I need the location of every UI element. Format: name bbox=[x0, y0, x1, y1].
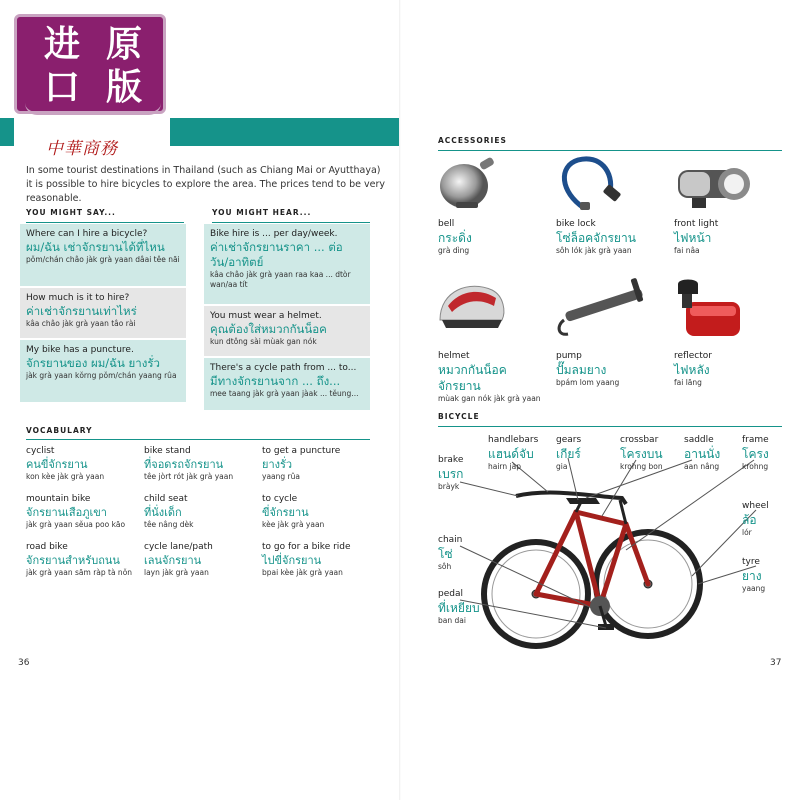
label-english: brake bbox=[438, 455, 464, 465]
vocab-item bbox=[262, 494, 374, 542]
label-thai: แฮนด์จับ bbox=[488, 447, 534, 461]
phrase-english: You must wear a helmet. bbox=[210, 311, 322, 321]
label-english: tyre bbox=[742, 557, 760, 567]
label-thai: โซ่ bbox=[438, 547, 453, 561]
vocab-thai: ที่นั่งเด็ก bbox=[144, 506, 182, 519]
label-english: frame bbox=[742, 435, 769, 445]
vocab-item bbox=[26, 494, 138, 542]
bicycle-label bbox=[742, 500, 769, 538]
accessory-english: pump bbox=[556, 351, 582, 361]
bike-frame bbox=[536, 512, 648, 606]
accessory-english: reflector bbox=[674, 351, 712, 361]
accessory-english: front light bbox=[674, 219, 719, 229]
label-transliteration: gia bbox=[556, 462, 568, 471]
phrase-box bbox=[20, 340, 186, 402]
bicycle-label bbox=[438, 588, 480, 626]
phrase-thai: ค่าเช่าจักรยานราคา ... ต่อ วัน/อาทิตย์ bbox=[210, 240, 343, 269]
vocab-thai: ขี่จักรยาน bbox=[262, 506, 309, 519]
accessory-english: bike lock bbox=[556, 219, 596, 229]
divider bbox=[438, 150, 782, 151]
accessory-english: helmet bbox=[438, 351, 470, 361]
pump-icon bbox=[554, 276, 658, 340]
phrase-transliteration: kâa châo jàk grà yaan raa kaa ... dtòr wan/aa tít bbox=[210, 270, 351, 289]
phrase-thai: ค่าเช่าจักรยานเท่าไหร่ bbox=[26, 304, 137, 318]
vocab-transliteration: kèe jàk grà yaan bbox=[262, 520, 325, 529]
page-number-right: 37 bbox=[770, 658, 782, 668]
accessory-item bbox=[556, 218, 666, 256]
vocab-english: child seat bbox=[144, 494, 188, 504]
header-band bbox=[170, 118, 400, 146]
vocab-item bbox=[144, 446, 256, 494]
vocab-transliteration: jàk grà yaan sĕua poo kăo bbox=[26, 520, 126, 529]
vocab-english: cycle lane/path bbox=[144, 542, 213, 552]
vocab-item bbox=[26, 542, 138, 578]
badge-char: 口 bbox=[43, 66, 80, 108]
vocab-thai: คนขี่จักรยาน bbox=[26, 458, 88, 471]
label-transliteration: sôh bbox=[438, 562, 452, 571]
bicycle-label bbox=[684, 434, 720, 472]
accessory-transliteration: bpám lom yaang bbox=[556, 378, 620, 387]
label-english: gears bbox=[556, 435, 582, 445]
phrase-box bbox=[20, 288, 186, 338]
vocab-item bbox=[144, 494, 256, 542]
accessory-item bbox=[438, 350, 548, 404]
accessory-item bbox=[674, 218, 784, 256]
vocab-english: to go for a bike ride bbox=[262, 542, 351, 552]
vocab-transliteration: kon kèe jàk grà yaan bbox=[26, 472, 105, 481]
accessory-transliteration: fai nâa bbox=[674, 246, 700, 255]
label-english: crossbar bbox=[620, 435, 659, 445]
label-english: chain bbox=[438, 535, 463, 545]
badge-char: 进 bbox=[43, 23, 80, 65]
might-hear-heading: YOU MIGHT HEAR... bbox=[212, 208, 312, 217]
label-transliteration: aan nâng bbox=[684, 462, 720, 471]
phrase-english: There's a cycle path from ... to... bbox=[210, 363, 357, 373]
bike-lock-icon bbox=[554, 152, 630, 214]
label-transliteration: krohng bon bbox=[620, 462, 663, 471]
label-thai: ที่เหยียบ bbox=[438, 601, 480, 615]
vocab-item bbox=[262, 446, 374, 494]
reflector-icon bbox=[672, 276, 748, 344]
phrase-box bbox=[204, 306, 370, 356]
vocab-transliteration: têe jòrt rót jàk grà yaan bbox=[144, 472, 234, 481]
bicycle-label bbox=[742, 434, 769, 472]
vocab-column bbox=[26, 446, 138, 578]
label-english: saddle bbox=[684, 435, 714, 445]
phrase-transliteration: pŏm/chán châo jàk grà yaan dâai têe năi bbox=[26, 255, 180, 264]
accessory-thai: กระดิ่ง bbox=[438, 231, 472, 245]
vocab-thai: เลนจักรยาน bbox=[144, 554, 202, 567]
vocab-column bbox=[262, 446, 374, 578]
vocab-transliteration: layn jàk grà yaan bbox=[144, 568, 209, 577]
import-edition-badge bbox=[14, 14, 166, 114]
label-thai: ยาง bbox=[742, 569, 762, 583]
accessories-heading: ACCESSORIES bbox=[438, 136, 507, 145]
label-english: pedal bbox=[438, 589, 463, 599]
bicycle-label bbox=[438, 534, 462, 572]
vocab-item bbox=[26, 446, 138, 494]
accessory-thai: ไฟหน้า bbox=[674, 231, 712, 245]
front-light-icon bbox=[672, 152, 752, 216]
vocab-transliteration: têe nâng dèk bbox=[144, 520, 194, 529]
label-english: handlebars bbox=[488, 435, 539, 445]
label-thai: ล้อ bbox=[742, 513, 757, 527]
saddle-shape bbox=[566, 498, 600, 504]
accessory-transliteration: mùak gan nók jàk grà yaan bbox=[438, 394, 541, 403]
vocab-thai: จักรยานสำหรับถนน bbox=[26, 554, 120, 567]
vocab-english: mountain bike bbox=[26, 494, 91, 504]
phrase-english: My bike has a puncture. bbox=[26, 345, 134, 355]
divider bbox=[26, 439, 370, 440]
phrase-english: How much is it to hire? bbox=[26, 293, 130, 303]
phrase-english: Where can I hire a bicycle? bbox=[26, 229, 148, 239]
label-transliteration: yaang bbox=[742, 584, 766, 593]
vocab-transliteration: jàk grà yaan săm ràp tà nŏn bbox=[26, 568, 133, 577]
phrase-box bbox=[204, 224, 370, 304]
phrase-english: Bike hire is ... per day/week. bbox=[210, 229, 338, 239]
label-transliteration: krohng bbox=[742, 462, 769, 471]
phrase-transliteration: kun dtông sài mùak gan nók bbox=[210, 337, 317, 346]
might-hear-section bbox=[212, 208, 370, 223]
phrase-transliteration: jàk grà yaan kŏrng pŏm/chán yaang rûa bbox=[26, 371, 177, 380]
label-thai: เกียร์ bbox=[556, 447, 581, 461]
vocab-english: cyclist bbox=[26, 446, 55, 456]
vocab-item bbox=[262, 542, 374, 578]
label-transliteration: hairn jàp bbox=[488, 462, 521, 471]
page-number-left: 36 bbox=[18, 658, 30, 668]
accessory-item bbox=[438, 218, 548, 256]
phrase-box bbox=[204, 358, 370, 410]
label-thai: โครง bbox=[742, 447, 769, 461]
phrase-thai: มีทางจักรยานจาก ... ถึง... bbox=[210, 374, 341, 388]
book-icon bbox=[25, 103, 161, 115]
vocab-transliteration: bpai kèe jàk grà yaan bbox=[262, 568, 343, 577]
vocab-english: to cycle bbox=[262, 494, 298, 504]
might-say-section bbox=[26, 208, 184, 223]
bicycle-label bbox=[488, 434, 538, 472]
accessory-thai: ไฟหลัง bbox=[674, 363, 710, 377]
helmet-icon bbox=[434, 276, 508, 340]
vocab-thai: จักรยานเสือภูเขา bbox=[26, 506, 107, 519]
vocabulary-section bbox=[26, 426, 370, 440]
label-thai: โครงบน bbox=[620, 447, 663, 461]
phrase-thai: จักรยานของ ผม/ฉัน ยางรั่ว bbox=[26, 356, 160, 370]
vocab-english: bike stand bbox=[144, 446, 191, 456]
phrase-transliteration: kâa châo jàk grà yaan tâo rài bbox=[26, 319, 136, 328]
accessory-item bbox=[674, 350, 784, 388]
bicycle-label bbox=[620, 434, 663, 472]
bicycle-heading: BICYCLE bbox=[438, 412, 480, 421]
label-transliteration: bràyk bbox=[438, 482, 460, 491]
bicycle-label bbox=[742, 556, 765, 594]
accessory-thai: ปั๊มลมยาง bbox=[556, 363, 607, 377]
vocab-transliteration: yaang rûa bbox=[262, 472, 300, 481]
vocab-item bbox=[144, 542, 256, 578]
publisher-logo: 中華商務 bbox=[46, 139, 118, 159]
phrase-thai: คุณต้องใส่หมวกกันน็อค bbox=[210, 322, 327, 336]
accessory-transliteration: sôh lók jàk grà yaan bbox=[556, 246, 632, 255]
badge-char: 版 bbox=[105, 66, 142, 108]
accessory-item bbox=[556, 350, 666, 388]
might-say-heading: YOU MIGHT SAY... bbox=[26, 208, 116, 217]
vocab-english: to get a puncture bbox=[262, 446, 341, 456]
label-thai: อานนั่ง bbox=[684, 447, 721, 461]
accessory-thai: หมวกกันน็อคจักรยาน bbox=[438, 363, 507, 393]
phrase-box bbox=[20, 224, 186, 286]
bicycle-label bbox=[438, 454, 463, 492]
accessory-transliteration: fai lăng bbox=[674, 378, 702, 387]
phrase-transliteration: mee taang jàk grà yaan jàak ... tĕung... bbox=[210, 389, 359, 398]
header-band-left bbox=[0, 118, 14, 146]
label-english: wheel bbox=[742, 501, 769, 511]
badge-char: 原 bbox=[105, 23, 142, 65]
vocabulary-heading: VOCABULARY bbox=[26, 426, 93, 435]
divider bbox=[26, 222, 184, 223]
vocab-thai: ที่จอดรถจักรยาน bbox=[144, 458, 224, 471]
label-transliteration: lór bbox=[742, 528, 752, 537]
accessory-transliteration: grà dìng bbox=[438, 246, 470, 255]
accessory-thai: โซ่ล็อคจักรยาน bbox=[556, 231, 636, 245]
accessory-english: bell bbox=[438, 219, 455, 229]
label-transliteration: ban dai bbox=[438, 616, 466, 625]
label-thai: เบรก bbox=[438, 467, 464, 481]
phrase-thai: ผม/ฉัน เช่าจักรยานได้ที่ไหน bbox=[26, 240, 165, 254]
bicycle-label bbox=[556, 434, 581, 472]
vocab-thai: ยางรั่ว bbox=[262, 458, 293, 471]
vocab-english: road bike bbox=[26, 542, 68, 552]
bell-icon bbox=[436, 152, 502, 212]
intro-paragraph: In some tourist destinations in Thailand (such as Chiang Mai or Ayutthaya) it is possible to hire bicycles to explore the area. The prices tend to be very reasonable. bbox=[26, 165, 386, 204]
accessories-section bbox=[438, 136, 782, 151]
vocab-column bbox=[144, 446, 256, 578]
divider bbox=[212, 222, 370, 223]
vocab-thai: ไปขี่จักรยาน bbox=[262, 554, 322, 567]
